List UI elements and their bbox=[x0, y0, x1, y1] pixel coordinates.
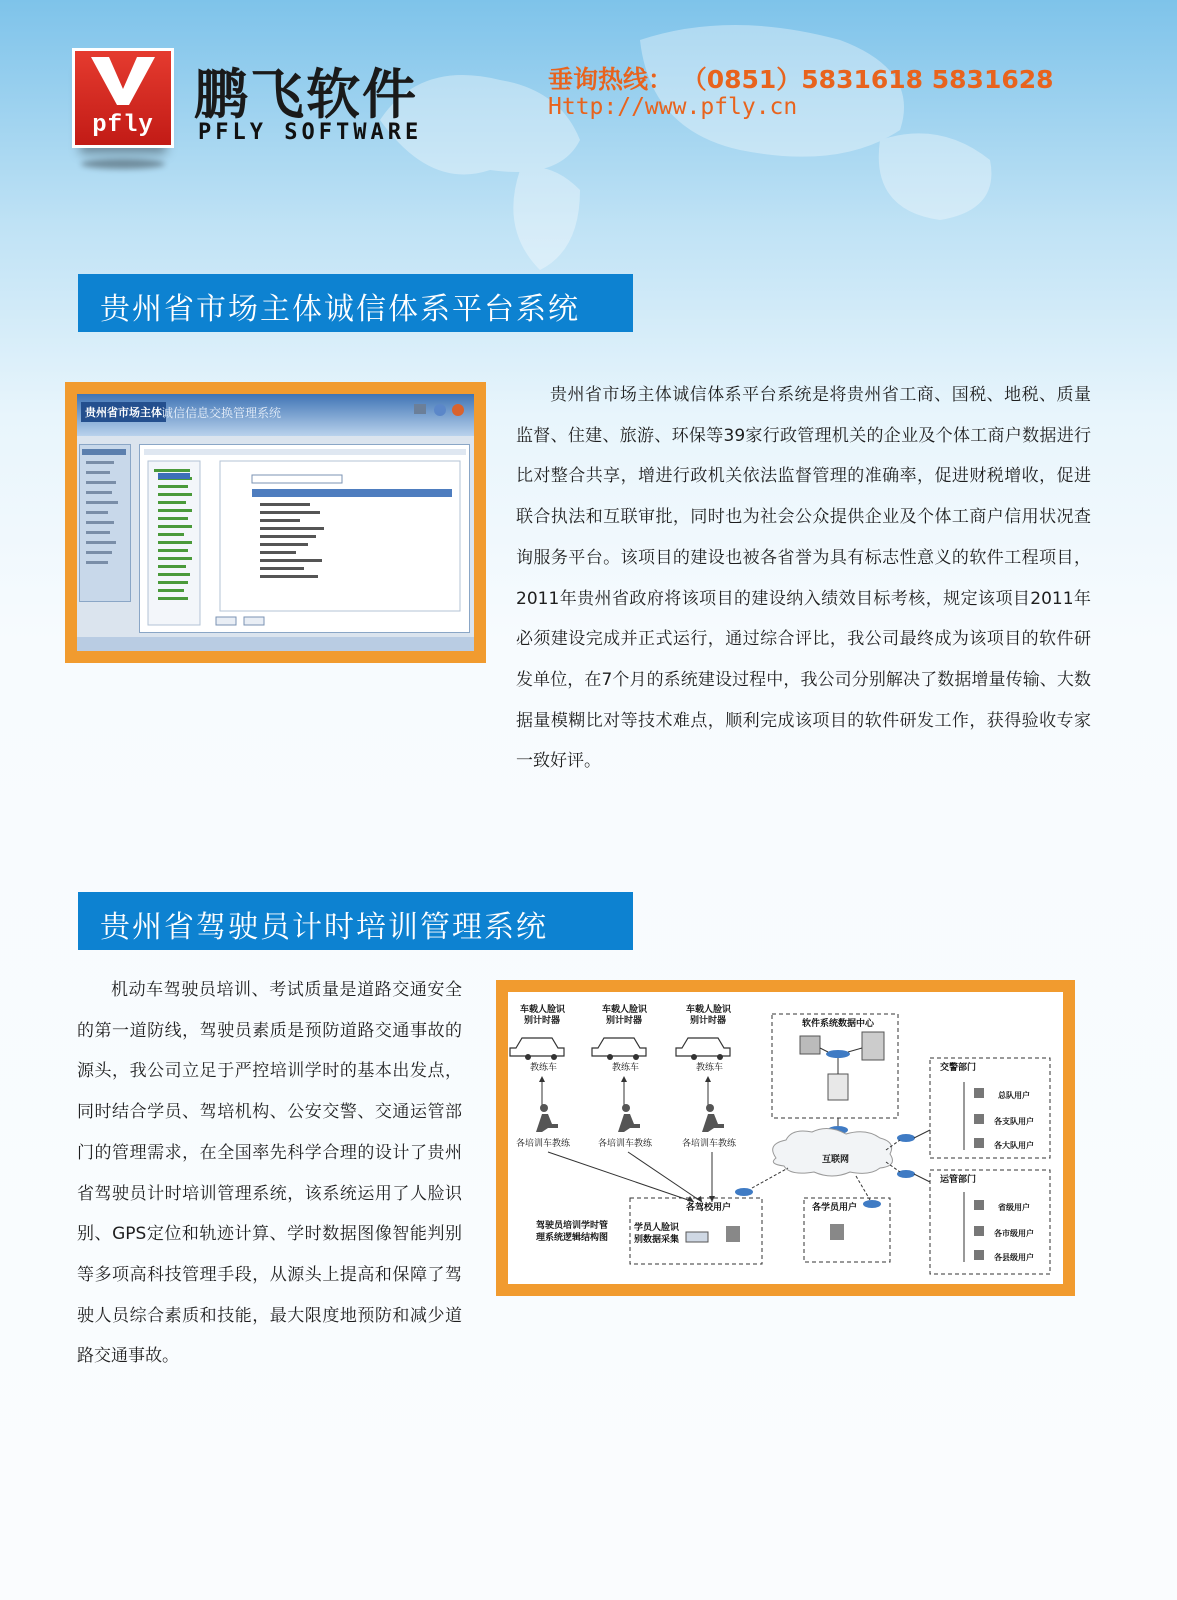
timer-label-3b: 别计时器 bbox=[690, 1016, 727, 1026]
brand-name-cn: 鹏飞软件 bbox=[194, 63, 418, 126]
router-icon bbox=[863, 1200, 881, 1208]
transport-user-1: 省级用户 bbox=[998, 1202, 1030, 1212]
website-link[interactable]: Http://www.pfly.cn bbox=[548, 94, 798, 120]
car-icon bbox=[676, 1038, 730, 1056]
diagram-title-1: 驾驶员培训学时管 bbox=[536, 1221, 609, 1231]
section2-paragraph: 机动车驾驶员培训、考试质量是道路交通安全的第一道防线，驾驶员素质是预防道路交通事故的源头，我公司立足于严控培训学时的基本出发点，同时结合学员、驾培机构、公安交警、交通运管部门的管理需求，在全国率先科学合理的设计了贵州省驾驶员计时培训管理系统，该系统运用了人脸识别、GPS定位和轨迹计算、学时数据图像智能判别等多项高科技管理手段，从源头上提高和保障了驾驶人员综合素质和技能，最大限度地预防和减少道路交通事故。 bbox=[77, 980, 462, 1367]
timer-label-2a: 车载人脸识 bbox=[602, 1005, 648, 1015]
server-icons bbox=[800, 1032, 884, 1100]
car-icons bbox=[510, 1038, 730, 1056]
section1-screenshot-frame bbox=[65, 382, 486, 663]
brand-name-en: PFLY SOFTWARE bbox=[198, 120, 423, 145]
world-map-background bbox=[0, 0, 1177, 300]
screenshot-app-title: 贵州省市场主体 bbox=[81, 402, 166, 422]
v-logo-icon bbox=[89, 55, 157, 107]
coach-icon bbox=[618, 1104, 640, 1132]
data-center-label: 软件系统数据中心 bbox=[802, 1019, 875, 1029]
hotline-text: 垂询热线： （0851）5831618 5831628 bbox=[548, 65, 1054, 94]
screenshot-sidebar bbox=[79, 444, 131, 602]
pfly-logo bbox=[72, 48, 174, 148]
coach-label-3: 各培训车教练 bbox=[682, 1139, 737, 1149]
transport-user-3: 各县级用户 bbox=[994, 1252, 1034, 1262]
face-capture-label-1: 学员人脸识 bbox=[634, 1223, 680, 1233]
data-center-box bbox=[772, 1014, 898, 1118]
window-controls-icon bbox=[412, 402, 466, 418]
car-icon bbox=[510, 1038, 564, 1056]
section2-title-band bbox=[78, 892, 633, 950]
coach-icon bbox=[702, 1104, 724, 1132]
timer-label-1b: 别计时器 bbox=[524, 1016, 561, 1026]
diagram-title-2: 理系统逻辑结构图 bbox=[536, 1233, 609, 1243]
police-dept-label: 交警部门 bbox=[940, 1063, 977, 1073]
coach-icon bbox=[536, 1104, 558, 1132]
computer-user-icon bbox=[726, 1226, 740, 1242]
system-screenshot bbox=[77, 394, 474, 651]
police-user-3: 各大队用户 bbox=[994, 1140, 1034, 1150]
logo-text: pfly bbox=[92, 112, 154, 139]
section2-diagram-frame bbox=[496, 980, 1075, 1296]
police-user-1: 总队用户 bbox=[998, 1090, 1030, 1100]
timer-label-2b: 别计时器 bbox=[606, 1016, 643, 1026]
coach-label-2: 各培训车教练 bbox=[598, 1139, 653, 1149]
timer-label-3a: 车载人脸识 bbox=[686, 1005, 732, 1015]
computer-user-icon bbox=[830, 1224, 844, 1240]
internet-label: 互联网 bbox=[822, 1155, 850, 1165]
student-users-label: 各学员用户 bbox=[812, 1203, 858, 1213]
car-label-2: 教练车 bbox=[612, 1063, 640, 1073]
screenshot-window-title: 诚信信息交换管理系统 bbox=[161, 406, 282, 420]
school-users-label: 各驾校用户 bbox=[686, 1203, 732, 1213]
system-structure-diagram bbox=[508, 992, 1063, 1284]
router-icon bbox=[735, 1188, 753, 1196]
scanner-icon bbox=[686, 1232, 708, 1242]
section1-title: 贵州省市场主体诚信体系平台系统 bbox=[100, 292, 580, 327]
transport-dept-label: 运管部门 bbox=[940, 1175, 977, 1185]
internet-cloud bbox=[773, 1128, 893, 1176]
section1-paragraph: 贵州省市场主体诚信体系平台系统是将贵州省工商、国税、地税、质量监督、住建、旅游、环保等39家行政管理机关的企业及个体工商户数据进行比对整合共享，增进行政机关依法监督管理的准确率，促进财税增收，促进联合执法和互联审批，同时也为社会公众提供企业及个体工商户信用状况查询服务平台。该项目的建设也被各省誉为具有标志性意义的软件工程项目，2011年贵州省政府将该项目的建设纳入绩效目标考核，规定该项目2011年必须建设完成并正式运行，通过综合评比，我公司最终成为该项目的软件研发单位，在7个月的系统建设过程中，我公司分别解决了数据增量传输、大数据量模糊比对等技术难点，顺利完成该项目的软件研发工作，获得验收专家一致好评。 bbox=[516, 385, 1091, 772]
face-capture-label-2: 别数据采集 bbox=[634, 1235, 680, 1245]
screenshot-main-panel bbox=[139, 444, 470, 633]
coach-icons bbox=[536, 1104, 724, 1132]
car-icon bbox=[592, 1038, 646, 1056]
up-arrows bbox=[542, 1078, 708, 1106]
coach-label-1: 各培训车教练 bbox=[516, 1139, 571, 1149]
timer-label-1a: 车载人脸识 bbox=[520, 1005, 566, 1015]
section1-title-band bbox=[78, 274, 633, 332]
section2-title: 贵州省驾驶员计时培训管理系统 bbox=[100, 910, 548, 945]
police-user-2: 各支队用户 bbox=[994, 1116, 1034, 1126]
transport-user-2: 各市级用户 bbox=[994, 1228, 1034, 1238]
car-label-3: 教练车 bbox=[696, 1063, 724, 1073]
car-label-1: 教练车 bbox=[530, 1063, 558, 1073]
